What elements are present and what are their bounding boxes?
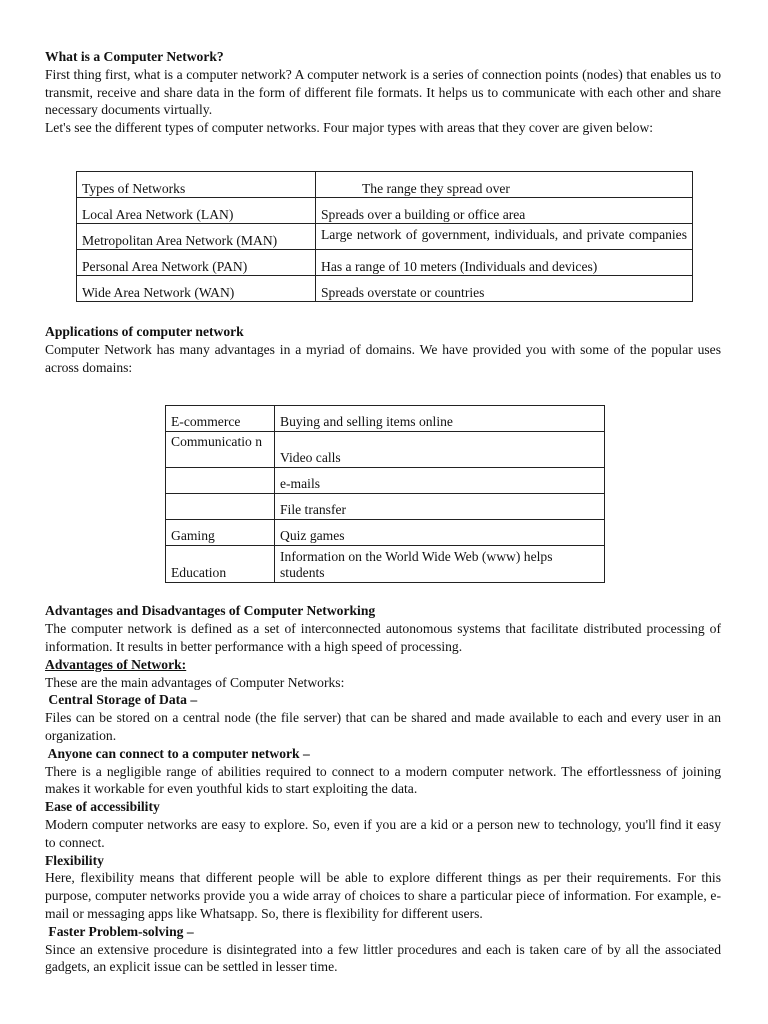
table-header-cell: Types of Networks: [77, 171, 316, 197]
table-cell: Local Area Network (LAN): [77, 197, 316, 223]
document-page: [45, 48, 721, 976]
table-cell: Video calls: [275, 432, 605, 468]
advantage-title: Central Storage of Data –: [45, 692, 198, 708]
networking-definition-paragraph: The computer network is defined as a set of interconnected autonomous systems that facilitate distributed processing of information. It results in better performance with a high speed of processing.: [45, 621, 721, 654]
advantages-heading: Advantages of Network:: [45, 656, 187, 672]
advantage-title: Faster Problem-solving –: [45, 923, 194, 939]
table-cell: e-mails: [275, 468, 605, 494]
table-cell: Spreads over a building or office area: [316, 197, 693, 223]
table-row: [77, 197, 693, 223]
table-cell: E-commerce: [166, 406, 275, 432]
advantage-text: Modern computer networks are easy to explore. So, even if you are a kid or a person new to technology, you'll find it easy to connect.: [45, 816, 721, 850]
table-cell: Communicatio n: [166, 432, 275, 468]
section-heading-applications: Applications of computer network: [45, 323, 244, 339]
table-cell: Has a range of 10 meters (Individuals and devices): [316, 249, 693, 275]
advantage-text: There is a negligible range of abilities required to connect to a modern computer network. The effortlessness of joining makes it workable for even youthful kids to start exploiting the data.: [45, 763, 721, 797]
section-heading-computer-network: What is a Computer Network?: [45, 49, 224, 64]
table-row: [166, 494, 605, 520]
advantage-text: Since an extensive procedure is disintegrated into a few littler procedures and each is taken care of by all the associated gadgets, an explicit issue can be settled in lesser time.: [45, 941, 721, 975]
table-cell: Buying and selling items online: [275, 406, 605, 432]
table-cell: Personal Area Network (PAN): [77, 249, 316, 275]
intro-paragraph: First thing first, what is a computer network? A computer network is a series of connection points (nodes) that enables us to transmit, receive and share data in the form of different file formats. It helps us to communicate with each other and share necessary documents virtually.: [45, 66, 721, 118]
table-cell: Gaming: [166, 520, 275, 546]
applications-table: [165, 405, 605, 583]
advantage-text: Here, flexibility means that different people will be able to explore different things as per their requirements. For this purpose, computer networks provide you a wide array of choices to share a particular piece of information. For example, e-mail or messaging apps like Whatsapp. So, there is flexibility for different users.: [45, 870, 721, 921]
table-row: [166, 520, 605, 546]
table-cell-clipped: [316, 223, 693, 249]
section-heading-advantages-disadvantages: Advantages and Disadvantages of Computer Networking: [45, 603, 376, 619]
table-row: [166, 406, 605, 432]
table-cell-text: Large network of government, individuals, and private companies: [321, 226, 687, 242]
table-cell: Spreads overstate or countries: [316, 275, 693, 301]
table-row: [166, 546, 605, 583]
advantages-intro: These are the main advantages of Computer Networks:: [45, 674, 345, 690]
network-types-table: [76, 171, 693, 302]
table-cell: [166, 468, 275, 494]
advantage-title: Anyone can connect to a computer network –: [45, 745, 310, 761]
table-cell: Metropolitan Area Network (MAN): [77, 223, 316, 249]
advantage-text: Files can be stored on a central node (the file server) that can be shared and made available to each and every user in an organization.: [45, 710, 721, 743]
table-row: [77, 223, 693, 249]
table-header-cell: The range they spread over: [316, 171, 693, 197]
applications-paragraph: Computer Network has many advantages in a myriad of domains. We have provided you with some of the popular uses across domains:: [45, 341, 721, 375]
advantage-title: Ease of accessibility: [45, 799, 160, 815]
table-header-row: [77, 171, 693, 197]
table-row: [77, 275, 693, 301]
table-cell: [166, 494, 275, 520]
advantage-title: Flexibility: [45, 852, 104, 868]
table-cell: Education: [166, 546, 275, 583]
table-row: [166, 432, 605, 468]
types-intro-paragraph: Let's see the different types of computer networks. Four major types with areas that they cover are given below:: [45, 120, 654, 136]
table-cell: Quiz games: [275, 520, 605, 546]
table-row: [166, 468, 605, 494]
table-row: [77, 249, 693, 275]
table-cell: Wide Area Network (WAN): [77, 275, 316, 301]
table-cell: Information on the World Wide Web (www) helps students: [275, 546, 605, 583]
table-cell: File transfer: [275, 494, 605, 520]
